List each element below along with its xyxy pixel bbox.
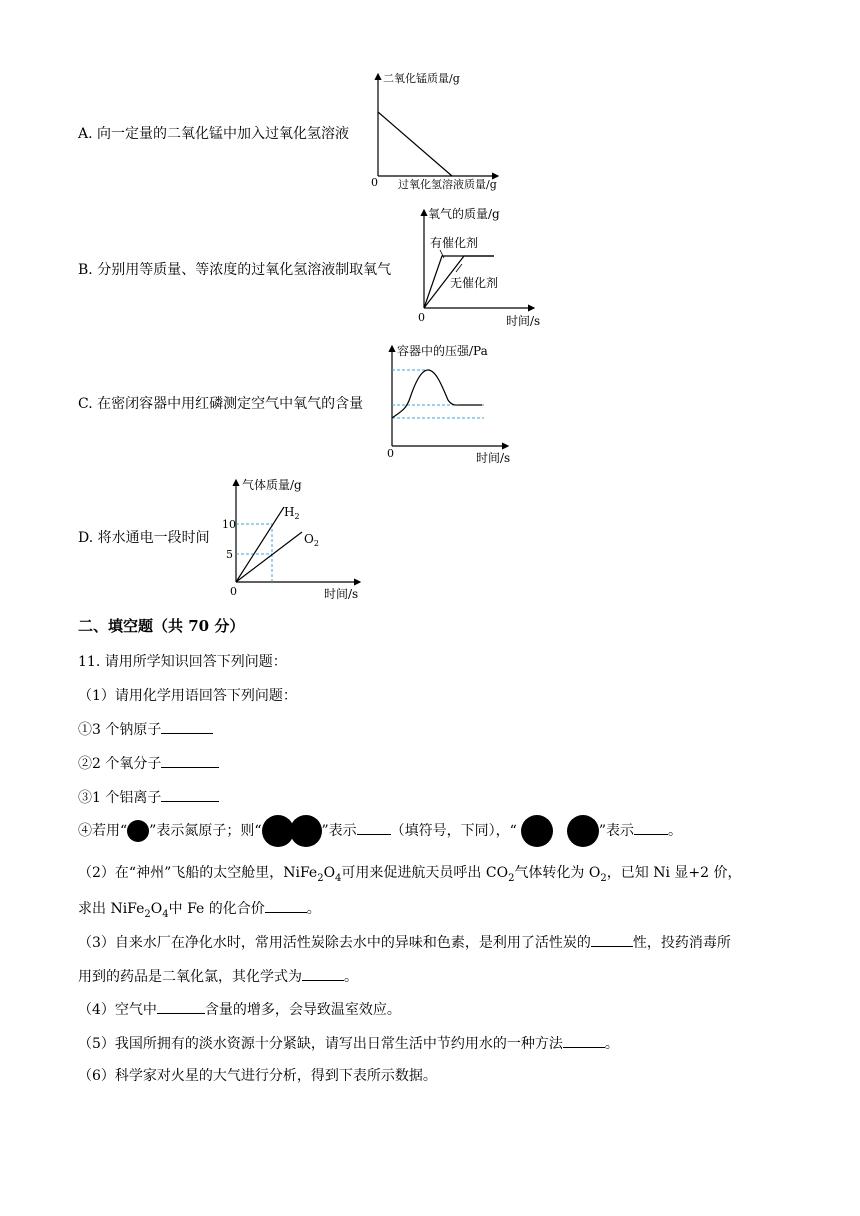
answer-blank[interactable] — [161, 788, 219, 802]
option-b-label: B. 分别用等质量、等浓度的过氧化氢溶液制取氧气 — [78, 262, 392, 278]
nitrogen-atom-icon — [290, 815, 322, 847]
q11-item3 — [78, 788, 219, 806]
chart-a — [366, 68, 506, 194]
answer-blank[interactable] — [563, 1034, 605, 1048]
option-d-label: D. 将水通电一段时间 — [78, 530, 210, 546]
answer-blank[interactable] — [591, 933, 633, 947]
chart-c-xlabel: 时间/s — [476, 451, 511, 465]
text-run: 。 — [306, 901, 321, 917]
q11-part6: （6）科学家对火星的大气进行分析，得到下表所示数据。 — [78, 1068, 437, 1084]
subscript: 4 — [335, 872, 342, 884]
chart-c-pressure-curve — [392, 370, 482, 418]
answer-blank[interactable] — [161, 720, 213, 734]
text-run: 。 — [344, 969, 358, 985]
text-run: O — [323, 865, 336, 881]
text-run: ，已知 Ni 显+2 价， — [606, 865, 742, 881]
nitrogen-atom-icon — [127, 820, 149, 842]
chart-b-curve1-label: 有催化剂 — [430, 236, 479, 250]
chart-d-origin: 0 — [230, 585, 237, 598]
q11-part1: （1）请用化学用语回答下列问题： — [78, 688, 297, 704]
text-run: 可用来促进航天员呼出 CO — [341, 865, 509, 881]
section-title: 二、填空题（共 70 分） — [78, 617, 245, 635]
chart-d-line-o2 — [236, 532, 302, 582]
q11-part4 — [78, 1000, 401, 1018]
chart-b-xlabel: 时间/s — [506, 314, 541, 328]
subscript: 2 — [600, 872, 607, 884]
q11-item4 — [78, 815, 682, 847]
text-run: （5）我国所拥有的淡水资源十分紧缺，请写出日常生活中节约用水的一种方法 — [78, 1036, 563, 1052]
q11-item1-text: ①3 个钠原子 — [78, 722, 162, 738]
q11-item4-text-d: （填符号，下同），“ — [390, 823, 517, 839]
q11-item2-text: ②2 个氧分子 — [78, 756, 162, 772]
chart-a-line — [378, 112, 452, 176]
answer-blank[interactable] — [302, 967, 344, 981]
chart-c-ylabel: 容器中的压强/Pa — [397, 344, 488, 358]
text-run: 中 Fe 的化合价 — [168, 901, 265, 917]
q11-item4-text-c: ”表示 — [321, 823, 357, 839]
chart-a-xlabel: 过氧化氢溶液质量/g — [398, 178, 497, 191]
subscript: 2 — [317, 872, 324, 884]
text-run: 。 — [604, 1036, 619, 1052]
q11-item2 — [78, 754, 219, 772]
chart-c-origin: 0 — [387, 447, 394, 460]
q11-item4-text-f: 。 — [668, 823, 683, 839]
q11-part2-line1 — [78, 865, 741, 887]
text-run: 气体转化为 O — [514, 865, 601, 881]
chart-a-origin: 0 — [371, 176, 378, 189]
text-run: （2）在“神州”飞船的太空舱里，NiFe — [78, 865, 318, 881]
chart-a-ylabel: 二氧化锰质量/g — [383, 72, 460, 85]
q11-item4-text-e: ”表示 — [598, 823, 635, 839]
chart-d-h2-label: $H_2$ — [284, 505, 300, 521]
chart-d-xlabel: 时间/s — [324, 587, 359, 601]
chart-b-ylabel: 氧气的质量/g — [428, 207, 500, 221]
chart-b-curve2-label: 无催化剂 — [450, 276, 499, 290]
text-run: 性，投药消毒所 — [632, 935, 731, 951]
q11-part2-line2 — [78, 899, 321, 923]
q11-item4-text-a: ④若用“ — [78, 823, 128, 839]
q11-item1 — [78, 720, 213, 738]
answer-blank[interactable] — [357, 821, 391, 835]
chart-d-tick-10: 10 — [222, 518, 236, 531]
chart-b — [414, 204, 544, 330]
chart-d-tick-5: 5 — [226, 548, 233, 561]
q11-part3-line2 — [78, 967, 358, 985]
subscript: 2 — [144, 908, 151, 920]
text-run: 求出 NiFe — [78, 901, 145, 917]
nitrogen-atom-icon — [521, 815, 553, 847]
q11-stem: 11. 请用所学知识回答下列问题： — [78, 654, 287, 670]
chart-d-line-h2 — [236, 507, 284, 582]
q11-part5 — [78, 1034, 619, 1052]
subscript: 2 — [508, 872, 515, 884]
answer-blank[interactable] — [634, 821, 668, 835]
nitrogen-atom-icon — [262, 815, 294, 847]
text-run: 用到的药品是二氧化氯，其化学式为 — [78, 969, 302, 985]
chart-d — [222, 474, 372, 604]
text-run: （4）空气中 — [78, 1002, 157, 1018]
q11-part3-line1 — [78, 933, 731, 951]
subscript: 4 — [162, 908, 169, 920]
text-run: （3）自来水厂在净化水时，常用活性炭除去水中的异味和色素，是利用了活性炭的 — [78, 935, 591, 951]
nitrogen-atom-icon — [567, 815, 599, 847]
chart-b-origin: 0 — [418, 311, 425, 324]
answer-blank[interactable] — [161, 754, 219, 768]
text-run: 含量的增多，会导致温室效应。 — [204, 1002, 401, 1018]
answer-blank[interactable] — [157, 1000, 205, 1014]
q11-item4-text-b: ”表示氮原子；则“ — [149, 823, 262, 839]
q11-item3-text: ③1 个铝离子 — [78, 790, 162, 806]
option-c-label: C. 在密闭容器中用红磷测定空气中氧气的含量 — [78, 396, 364, 412]
chart-d-o2-label: $O_2$ — [304, 532, 319, 548]
chart-d-ylabel: 气体质量/g — [242, 478, 302, 492]
option-a-label: A. 向一定量的二氧化锰中加入过氧化氢溶液 — [78, 126, 350, 142]
text-run: O — [150, 901, 163, 917]
chart-c — [384, 340, 519, 466]
answer-blank[interactable] — [265, 899, 307, 913]
